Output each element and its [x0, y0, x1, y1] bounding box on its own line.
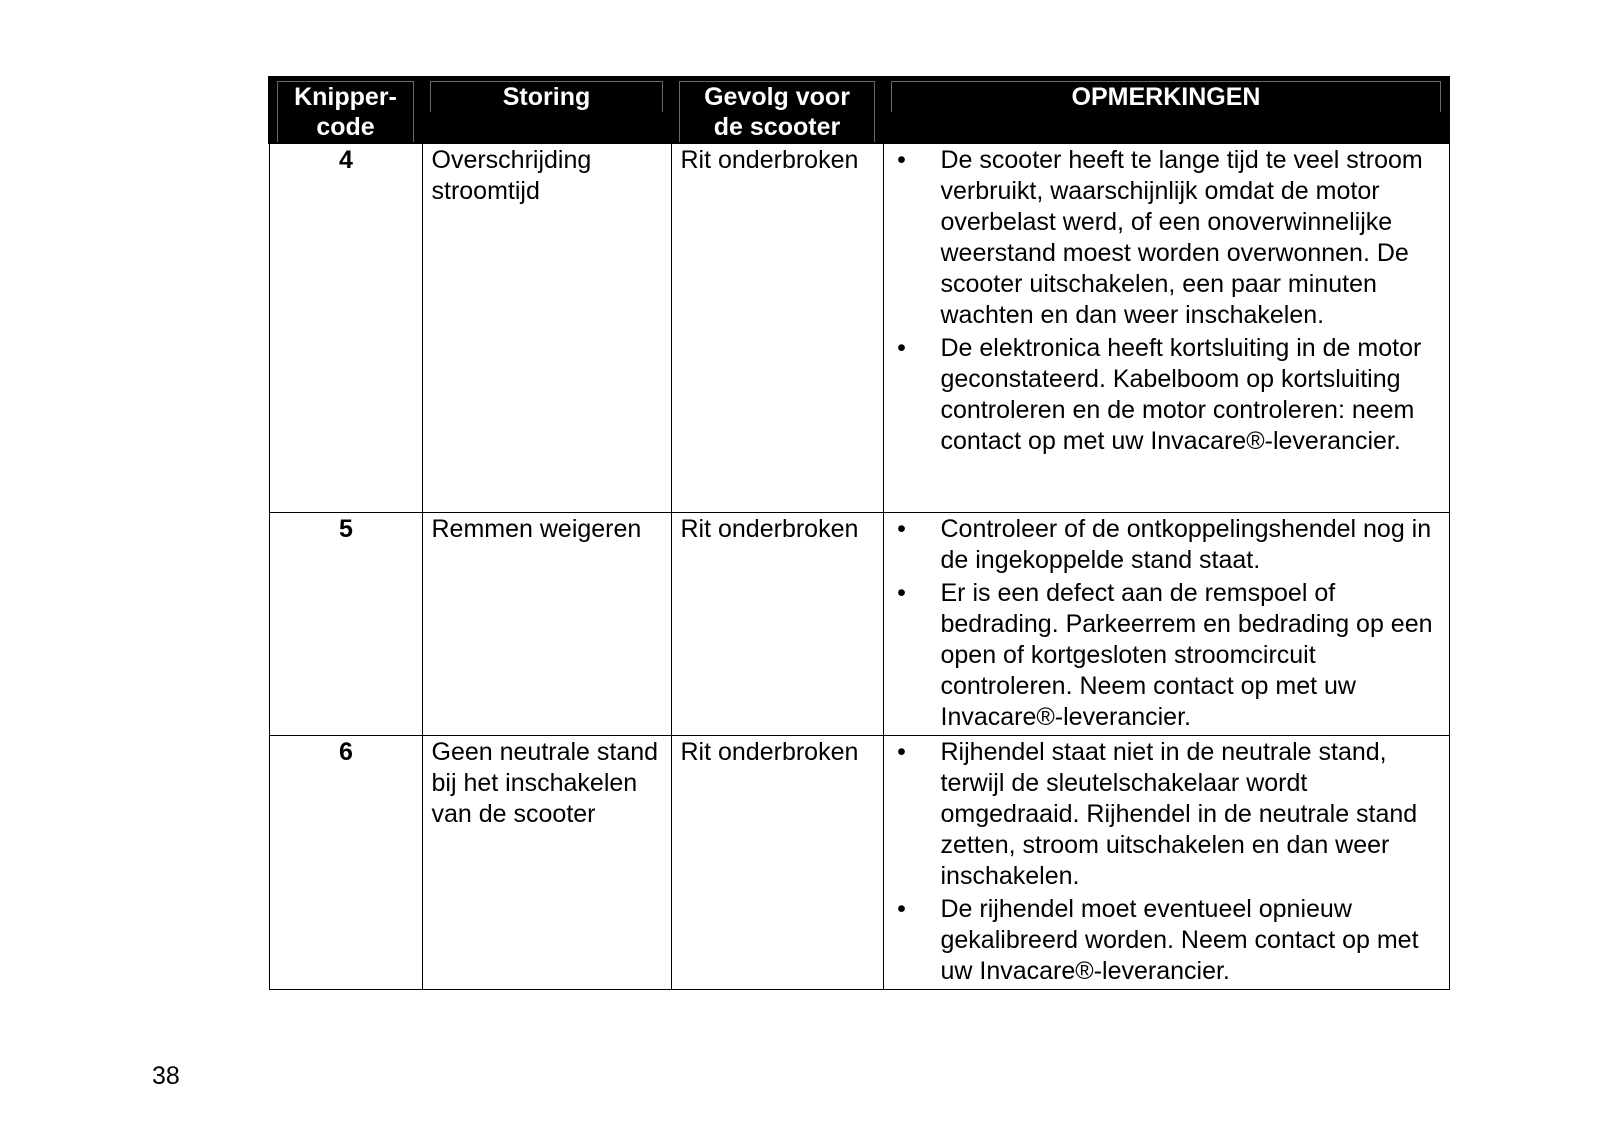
row-remarks [883, 735, 1449, 989]
table-row [269, 143, 1449, 512]
page-number: 38 [152, 1062, 180, 1090]
header-fault [422, 77, 671, 143]
remark-item: • Er is een defect aan de remspoel of bedrading. Parkeerrem en bedrading op een open of kortgesloten stroomcircuit controleren. Neem contact op met uw Invacare®-leverancier. [892, 578, 1439, 733]
row-fault: Remmen weigeren [422, 512, 671, 735]
bullet-icon: • [897, 578, 906, 607]
row-code: 6 [269, 735, 422, 989]
table-row [269, 735, 1449, 989]
row-effect: Rit onderbroken [671, 512, 883, 735]
header-remarks-label: OPMERKINGEN [1071, 83, 1261, 111]
row-fault: Geen neutrale stand bij het inschakelen van de scooter [422, 735, 671, 989]
row-remarks [883, 512, 1449, 735]
header-code-line2: code [316, 113, 375, 141]
row-effect: Rit onderbroken [671, 735, 883, 989]
header-fault-label: Storing [502, 83, 591, 111]
remark-item: • De scooter heeft te lange tijd te veel stroom verbruikt, waarschijnlijk omdat de motor overbelast werd, of een onoverwinnelijke weerstand moest worden overwonnen. De scooter uitschakelen, een paar minuten wachten en dan weer inschakelen. [892, 145, 1439, 331]
bullet-icon: • [897, 146, 906, 174]
bullet-icon: • [897, 514, 906, 543]
remark-item: • De elektronica heeft kortsluiting in de motor geconstateerd. Kabelboom op kortsluiting controleren en de motor controleren: neem contact op met uw Invacare®-leverancier. [892, 333, 1439, 457]
bullet-icon: • [897, 737, 906, 766]
row-effect: Rit onderbroken [671, 143, 883, 512]
header-remarks [883, 77, 1449, 143]
row-fault: Overschrijding stroomtijd [422, 143, 671, 512]
fault-code-table [268, 76, 1450, 990]
header-effect [671, 77, 883, 143]
header-effect-line1: Gevolg voor [704, 83, 850, 111]
header-effect-line2: de scooter [713, 113, 841, 141]
row-code: 4 [269, 143, 422, 512]
bullet-icon: • [897, 334, 906, 362]
table-row [269, 512, 1449, 735]
header-code-line1: Knipper- [294, 83, 397, 111]
remark-item: • Rijhendel staat niet in de neutrale stand, terwijl de sleutelschakelaar wordt omgedraaid. Rijhendel in de neutrale stand zetten, stroom uitschakelen en dan weer inschakelen. [892, 737, 1439, 892]
remark-item: • De rijhendel moet eventueel opnieuw gekalibreerd worden. Neem contact op met uw Invacare®-leverancier. [892, 894, 1439, 987]
row-code: 5 [269, 512, 422, 735]
bullet-icon: • [897, 894, 906, 923]
row-remarks [883, 143, 1449, 512]
remark-item: • Controleer of de ontkoppelingshendel nog in de ingekoppelde stand staat. [892, 514, 1439, 576]
header-code [269, 77, 422, 143]
table-header-row [269, 77, 1449, 143]
